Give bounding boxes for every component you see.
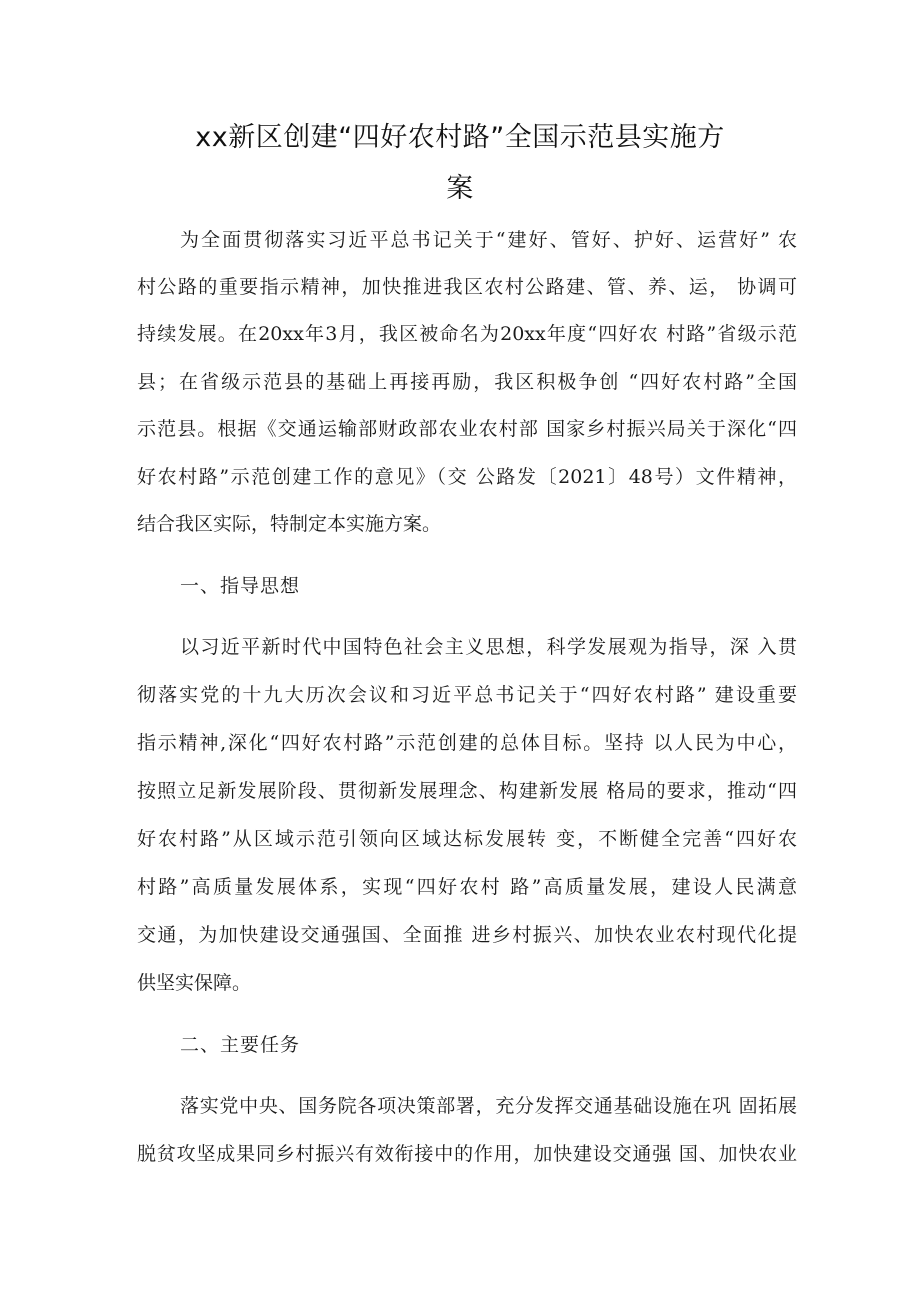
paragraph-1-line: 县；在省级示范县的基础上再接再励，我区积极争创 “四好农村路”全国 — [137, 371, 797, 393]
paragraph-2-line: 交通，为加快建设交通强国、全面推 进乡村振兴、加快农业农村现代化提 — [137, 924, 797, 946]
paragraph-2-line: 按照立足新发展阶段、贯彻新发展理念、构建新发展 格局的要求，推动“四 — [137, 780, 797, 802]
paragraph-2-line: 以习近平新时代中国特色社会主义思想，科学发展观为指导，深 入贯 — [180, 636, 797, 658]
paragraph-2-line: 好农村路”从区域示范引领向区域达标发展转 变，不断健全完善“四好农 — [137, 828, 797, 850]
paragraph-1-line: 结合我区实际，特制定本实施方案。 — [137, 513, 442, 535]
paragraph-1-line: 持续发展。在20xx年3月，我区被命名为20xx年度“四好农 村路”省级示范 — [137, 323, 797, 345]
paragraph-3-line: 落实党中央、国务院各项决策部署，充分发挥交通基础设施在巩 固拓展 — [180, 1095, 797, 1117]
paragraph-2-line: 指示精神,深化“四好农村路”示范创建的总体目标。坚持 以人民为中心， — [137, 732, 797, 754]
document-title-line-2: 案 — [446, 173, 474, 204]
paragraph-1-line: 村公路的重要指示精神，加快推进我区农村公路建、管、养、运， 协调可 — [137, 276, 797, 298]
paragraph-2-line: 彻落实党的十九大历次会议和习近平总书记关于“四好农村路” 建设重要 — [137, 684, 797, 706]
section-heading-main-tasks: 二、主要任务 — [180, 1034, 301, 1056]
document-title-line-1: xx新区创建“四好农村路”全国示范县实施方 — [195, 122, 725, 153]
paragraph-1-line: 为全面贯彻落实习近平总书记关于“建好、管好、护好、运营好” 农 — [180, 229, 797, 251]
paragraph-1-line: 示范县。根据《交通运输部财政部农业农村部 国家乡村振兴局关于深化“四 — [137, 418, 797, 440]
section-heading-guiding-ideology: 一、指导思想 — [180, 575, 301, 597]
paragraph-3-line: 脱贫攻坚成果同乡村振兴有效衔接中的作用，加快建设交通强 国、加快农业 — [137, 1143, 797, 1165]
paragraph-1-line: 好农村路”示范创建工作的意见》（交 公路发〔2021〕48号）文件精神， — [137, 466, 797, 488]
paragraph-2-line: 村路”高质量发展体系，实现“四好农村 路”高质量发展，建设人民满意 — [137, 876, 797, 898]
paragraph-2-line: 供坚实保障。 — [137, 972, 252, 994]
